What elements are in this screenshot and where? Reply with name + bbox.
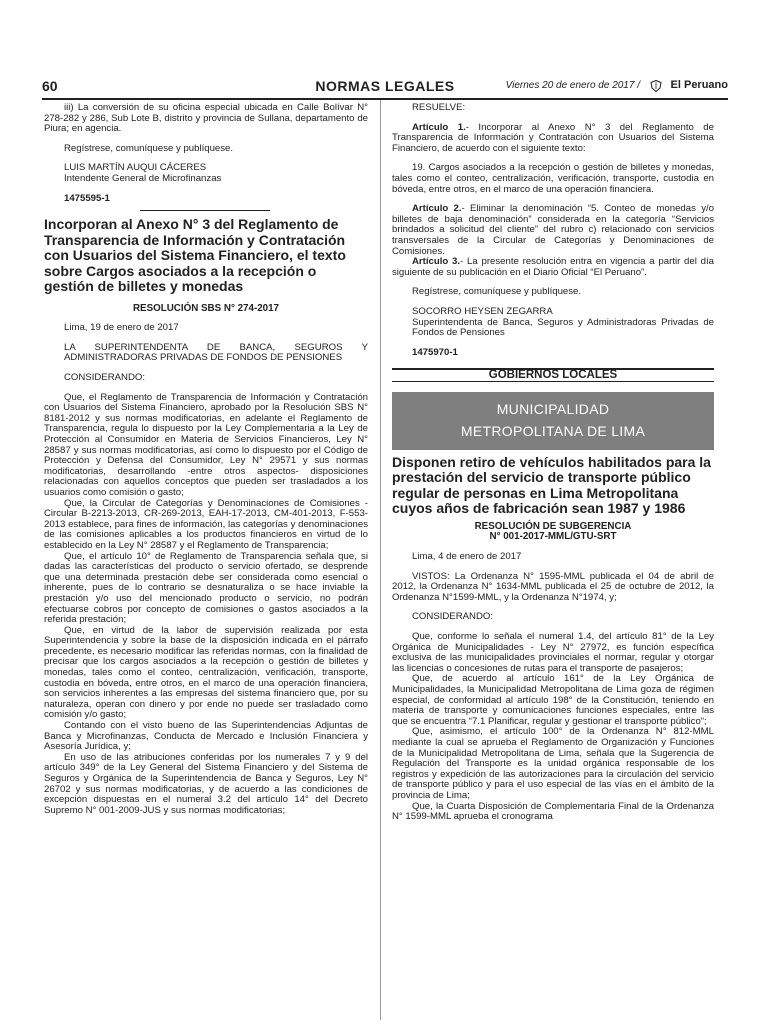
item-19: 19. Cargos asociados a la recepción o gestión de billetes y monedas, tales como el conteo, centralización, verificación, transporte, custodia en bóveda, entre otros, en el marco de una operación financiera. [392, 162, 714, 195]
signer-title: Intendente General de Microfinanzas [64, 172, 222, 184]
place-date: Lima, 4 de enero de 2017 [412, 551, 522, 563]
recital-paragraph: Que, la Cuarta Disposición de Complementaria Final de la Ordenanza N° 1599-MML aprueba el cronograma [392, 800, 714, 823]
section-rule-bottom [392, 381, 714, 382]
issuing-authority: LA SUPERINTENDENTA DE BANCA, SEGUROS Y ADMINISTRADORAS PRIVADAS DE FONDOS DE PENSIONES [64, 341, 368, 364]
article-3-label: Artículo 3. [412, 256, 461, 268]
place-date: Lima, 19 de enero de 2017 [64, 322, 179, 334]
recital-paragraph: Que, el artículo 10° de Reglamento de Transparencia señala que, si dadas las características del producto o servicio ofertado, se desprende que una determinada prestación debe ser considerada como esencial o inherente, pues de lo contrario se desnaturaliza o se hace inviable la prestación y/o uso del mencionado producto o servicio, no podrán efectuarse cobros por concepto de comisiones o gastos asociados a la referida prestación; [44, 550, 368, 626]
issue-date: Viernes 20 de enero de 2017 / [505, 80, 640, 91]
separator-rule [140, 210, 270, 211]
closing-formula: Regístrese, comuníquese y publíquese. [64, 142, 234, 154]
recital-paragraph: Que, de acuerdo al artículo 161° de la Ley Orgánica de Municipalidades, la Municipalidad Metropolitana de Lima goza de régimen especial, de conformidad al artículo 198° de la Constitución, teniendo en materia de transporte y comunicaciones funciones especiales, entre las que se encuentra “7.1 Planificar, regular y gestionar el transporte público”; [392, 673, 714, 727]
publication-code: 1475595-1 [64, 192, 110, 204]
publication-code: 1475970-1 [412, 346, 458, 358]
article-1-label: Artículo 1. [412, 121, 466, 133]
article-headline: Incorporan al Anexo N° 3 del Reglamento de Transparencia de Información y Contratación con Usuarios del Sistema Financiero, el texto sobre Cargos asociados a la recepción o gestión de billetes y monedas [44, 216, 346, 295]
recital-paragraph: Que, el Reglamento de Transparencia de Información y Contratación con Usuarios del Sistema Financiero, aprobado por la Resolución SBS N° 8181-2012 y sus normas modificatorias, en adelante el Reglamento de Transparencia, regula lo dispuesto por la Ley Complementaria a la Ley de Protección al Consumidor en Materia de Servicios Financieros, Ley N° 28587 y sus normas modificatorias, así como lo dispuesto por el Código de Protección y Defensa del Consumidor, Ley N° 29571 y sus normas modificatorias, desarrollando -entre otros aspectos- disposiciones relacionadas con aquellos conceptos que pueden ser trasladados a los usuarios como comisión o gasto; [44, 391, 368, 498]
considerando-heading: CONSIDERANDO: [412, 611, 494, 623]
institution-line-2: METROPOLITANA DE LIMA [460, 422, 646, 439]
section-title: NORMAS LEGALES [315, 78, 455, 94]
header-rule [42, 98, 728, 100]
recital-paragraph: Que, conforme lo señala el numeral 1.4, del artículo 81° de la Ley Orgánica de Municipalidades - Ley N° 27972, es función específica exclusiva de las municipalidades provinciales el normar, regular y otorgar las licencias o concesiones de rutas para el transporte de pasajeros; [392, 631, 714, 674]
article-2 [392, 204, 714, 257]
page-header [42, 78, 728, 98]
closing-formula: Regístrese, comuníquese y publíquese. [412, 286, 582, 298]
recital-paragraph: Que, en virtud de la labor de supervisión realizada por esta Superintendencia y sobre la base de la disposición indicada en el párrafo precedente, es necesario modificar las referidas normas, con la finalidad de precisar que los cargos asociados a la recepción o gestión de billetes y monedas, tales como el conteo, centralización, verificación, transporte, custodia en bóveda, entre otros, en el marco de una operación financiera, son servicios inherentes a las empresas del sistema financiero que, por su naturaleza, operan con dinero y por ende no puede ser trasladado como comisión y/o gasto; [44, 624, 368, 721]
article-3 [392, 257, 714, 278]
section-heading: GOBIERNOS LOCALES [488, 369, 618, 382]
coat-of-arms-icon [650, 80, 662, 92]
resuelve-heading: RESUELVE: [412, 102, 466, 113]
article-3-text: - La presente resolución entra en vigencia a partir del día siguiente de su publicación en el Diario Oficial “El Peruano”. [392, 256, 714, 278]
paragraph-iii: iii) La conversión de su oficina especial ubicada en Calle Bolívar N° 278-282 y 286, Sub Lote B, distrito y provincia de Sullana, departamento de Piura; en agencia. [44, 102, 368, 135]
vistos-paragraph: VISTOS: La Ordenanza N° 1595-MML publicada el 04 de abril de 2012, la Ordenanza N° 1634-MML publicada el 25 de octubre de 2012, la Ordenanza N°1599-MML, y la Ordenanza N°1974, y; [392, 570, 714, 603]
recital-paragraph: En uso de las atribuciones conferidas por los numerales 7 y 9 del artículo 349° de la Ley General del Sistema Financiero y del Sistema de Seguros y Orgánica de la Superintendencia de Banca y Seguros, Ley N° 26702 y sus normas modificatorias, y de acuerdo a las condiciones de excepción dispuestas en el numeral 3.2 del artículo 14° del Decreto Supremo N° 001-2009-JUS y sus normas modificatorias; [44, 751, 368, 816]
left-column [44, 103, 368, 816]
considerando-heading: CONSIDERANDO: [64, 372, 146, 384]
page-number: 60 [42, 78, 58, 94]
article-1 [392, 123, 714, 155]
signer-name: LUIS MARTÍN AUQUI CÁCERES [64, 162, 207, 174]
signer-name: SOCORRO HEYSEN ZEGARRA [412, 305, 553, 317]
article-2-text: - Eliminar la denominación “5. Conteo de monedas y/o billetes de baja denominación” considerada en la categoría “Servicios brindados a solicitud del cliente” del rubro c) relacionado con servicios transversales de la Circular de Categorías y Denominaciones de Comisiones. [392, 203, 714, 257]
institution-line-1: MUNICIPALIDAD [496, 400, 610, 417]
article-2-label: Artículo 2. [412, 203, 462, 215]
signer-title: Superintendenta de Banca, Seguros y Administradoras Privadas de Fondos de Pensiones [412, 316, 714, 339]
recital-paragraph: Contando con el visto bueno de las Superintendencias Adjuntas de Banca y Microfinanzas, Conducta de Mercado e Inclusión Financiera y Asesoría Jurídica, y; [44, 720, 368, 753]
resolution-number-line-2: N° 001-2017-MML/GTU-SRT [489, 531, 617, 543]
newspaper-brand: El Peruano [670, 79, 728, 91]
institution-banner [392, 392, 714, 450]
recital-paragraph: Que, la Circular de Categorías y Denominaciones de Comisiones - Circular B-2213-2013, CR-269-2013, EAH-17-2013, CM-401-2013, F-553-2013 establece, para fines de información, las categorías y denominaciones de las comisiones aplicables a los productos financieros en virtud de lo establecido en la Ley N° 28587 y el Reglamento de Transparencia; [44, 497, 368, 551]
right-column [392, 103, 714, 823]
resolution-number: RESOLUCIÓN SBS N° 274-2017 [132, 302, 280, 314]
column-divider [380, 100, 381, 1020]
recital-paragraph: Que, asimismo, el artículo 100° de la Ordenanza N° 812-MML mediante la cual se aprueba el Reglamento de Organización y Funciones de la Municipalidad Metropolitana de Lima, señala que la Sugerencia de Regulación del Transporte es la unidad orgánica responsable de los registros y expedición de las autorizaciones para la circulación del servicio de transporte público y para el uso especial de las vías en el ámbito de la provincia de Lima; [392, 726, 714, 801]
resolution-number-line-1: RESOLUCIÓN DE SUBGERENCIA [474, 520, 632, 532]
article-headline: Disponen retiro de vehículos habilitados para la prestación del servicio de transporte público regular de personas en Lima Metropolitana cuyos años de fabricación sean 1987 y 1986 [392, 453, 711, 517]
article-1-text: - Incorporar al Anexo N° 3 del Reglamento de Transparencia de Información y Contratación con Usuarios del Sistema Financiero, de acuerdo con el siguiente texto: [392, 121, 714, 154]
